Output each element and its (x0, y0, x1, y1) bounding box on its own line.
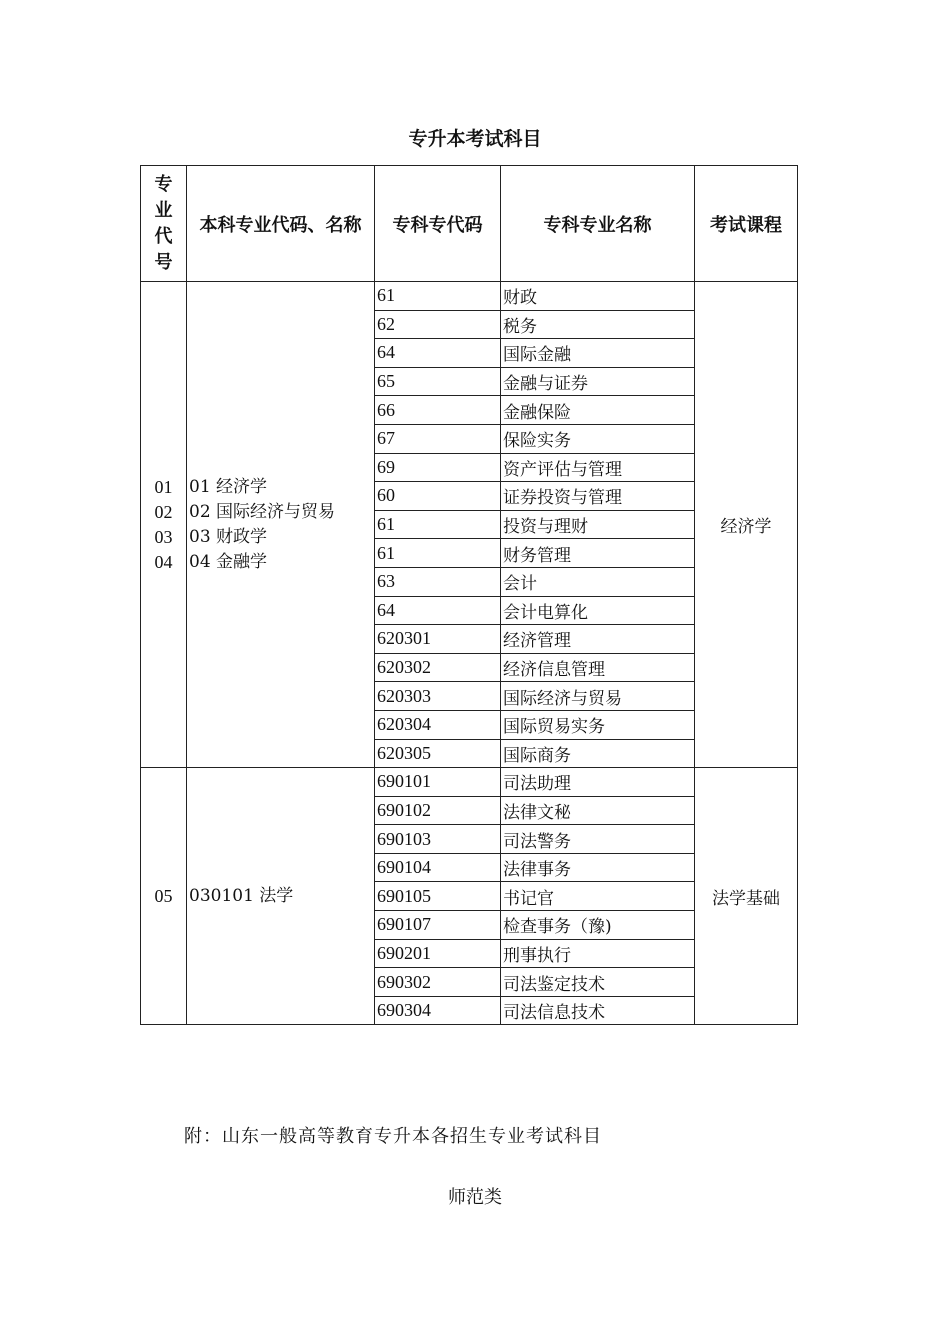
junior-major-name: 会计 (501, 567, 695, 596)
section-label: 师范类 (448, 1187, 502, 1208)
junior-code: 690103 (375, 825, 501, 854)
exam-course: 法学基础 (695, 768, 798, 1025)
junior-major-name: 经济信息管理 (501, 653, 695, 682)
undergrad-major: 04 金融学 (189, 551, 268, 572)
junior-major-name: 资产评估与管理 (501, 453, 695, 482)
junior-code: 620303 (375, 682, 501, 711)
junior-code: 61 (375, 539, 501, 568)
undergrad-major: 030101 法学 (189, 885, 294, 906)
junior-code: 620304 (375, 710, 501, 739)
junior-code: 66 (375, 396, 501, 425)
junior-code: 65 (375, 367, 501, 396)
major-code: 03 (154, 526, 173, 547)
junior-major-name: 国际商务 (501, 739, 695, 768)
junior-code: 64 (375, 339, 501, 368)
major-code-cell (141, 282, 187, 768)
header-junior-name: 专科专业名称 (501, 166, 695, 282)
junior-code: 690201 (375, 939, 501, 968)
header-junior-code: 专科专代码 (375, 166, 501, 282)
junior-major-name: 国际贸易实务 (501, 710, 695, 739)
junior-major-name: 财务管理 (501, 539, 695, 568)
junior-code: 690304 (375, 996, 501, 1025)
junior-code: 620301 (375, 625, 501, 654)
major-code: 04 (154, 551, 173, 572)
header-major-code: 专 业 代 号 (141, 166, 187, 282)
junior-major-name: 法律事务 (501, 853, 695, 882)
undergrad-major: 03 财政学 (189, 526, 268, 547)
major-code-cell (141, 768, 187, 1025)
junior-code: 60 (375, 482, 501, 511)
junior-major-name: 司法信息技术 (501, 996, 695, 1025)
junior-major-name: 司法助理 (501, 768, 695, 797)
junior-code: 64 (375, 596, 501, 625)
major-code: 05 (154, 885, 173, 906)
junior-code: 690302 (375, 968, 501, 997)
junior-code: 67 (375, 424, 501, 453)
junior-major-name: 国际金融 (501, 339, 695, 368)
junior-major-name: 书记官 (501, 882, 695, 911)
junior-major-name: 法律文秘 (501, 796, 695, 825)
junior-code: 61 (375, 510, 501, 539)
major-code: 01 (154, 476, 173, 497)
undergrad-major-cell (187, 768, 375, 1025)
undergrad-major: 01 经济学 (189, 476, 268, 497)
junior-code: 61 (375, 282, 501, 311)
undergrad-major: 02 国际经济与贸易 (189, 501, 336, 522)
junior-major-name: 金融保险 (501, 396, 695, 425)
junior-major-name: 国际经济与贸易 (501, 682, 695, 711)
junior-code: 690102 (375, 796, 501, 825)
junior-major-name: 金融与证券 (501, 367, 695, 396)
junior-code: 62 (375, 310, 501, 339)
junior-major-name: 税务 (501, 310, 695, 339)
junior-major-name: 会计电算化 (501, 596, 695, 625)
junior-major-name: 财政 (501, 282, 695, 311)
page-title: 专升本考试科目 (408, 128, 542, 150)
footnote: 附：山东一般高等教育专升本各招生专业考试科目 (184, 1126, 602, 1147)
junior-major-name: 司法警务 (501, 825, 695, 854)
table-row (141, 282, 798, 311)
junior-code: 620302 (375, 653, 501, 682)
table-header-row (141, 166, 798, 282)
major-code: 02 (154, 501, 173, 522)
exam-course: 经济学 (695, 282, 798, 768)
junior-major-name: 司法鉴定技术 (501, 968, 695, 997)
table-row (141, 768, 798, 797)
junior-code: 690101 (375, 768, 501, 797)
junior-code: 620305 (375, 739, 501, 768)
junior-code: 63 (375, 567, 501, 596)
junior-major-name: 投资与理财 (501, 510, 695, 539)
undergrad-major-cell (187, 282, 375, 768)
header-undergrad-major: 本科专业代码、名称 (187, 166, 375, 282)
junior-code: 690105 (375, 882, 501, 911)
junior-major-name: 保险实务 (501, 424, 695, 453)
junior-major-name: 检查事务（豫) (501, 911, 695, 940)
header-exam-course: 考试课程 (695, 166, 798, 282)
exam-subjects-table (140, 165, 798, 1025)
junior-major-name: 刑事执行 (501, 939, 695, 968)
junior-major-name: 证券投资与管理 (501, 482, 695, 511)
junior-major-name: 经济管理 (501, 625, 695, 654)
junior-code: 690104 (375, 853, 501, 882)
junior-code: 690107 (375, 911, 501, 940)
junior-code: 69 (375, 453, 501, 482)
